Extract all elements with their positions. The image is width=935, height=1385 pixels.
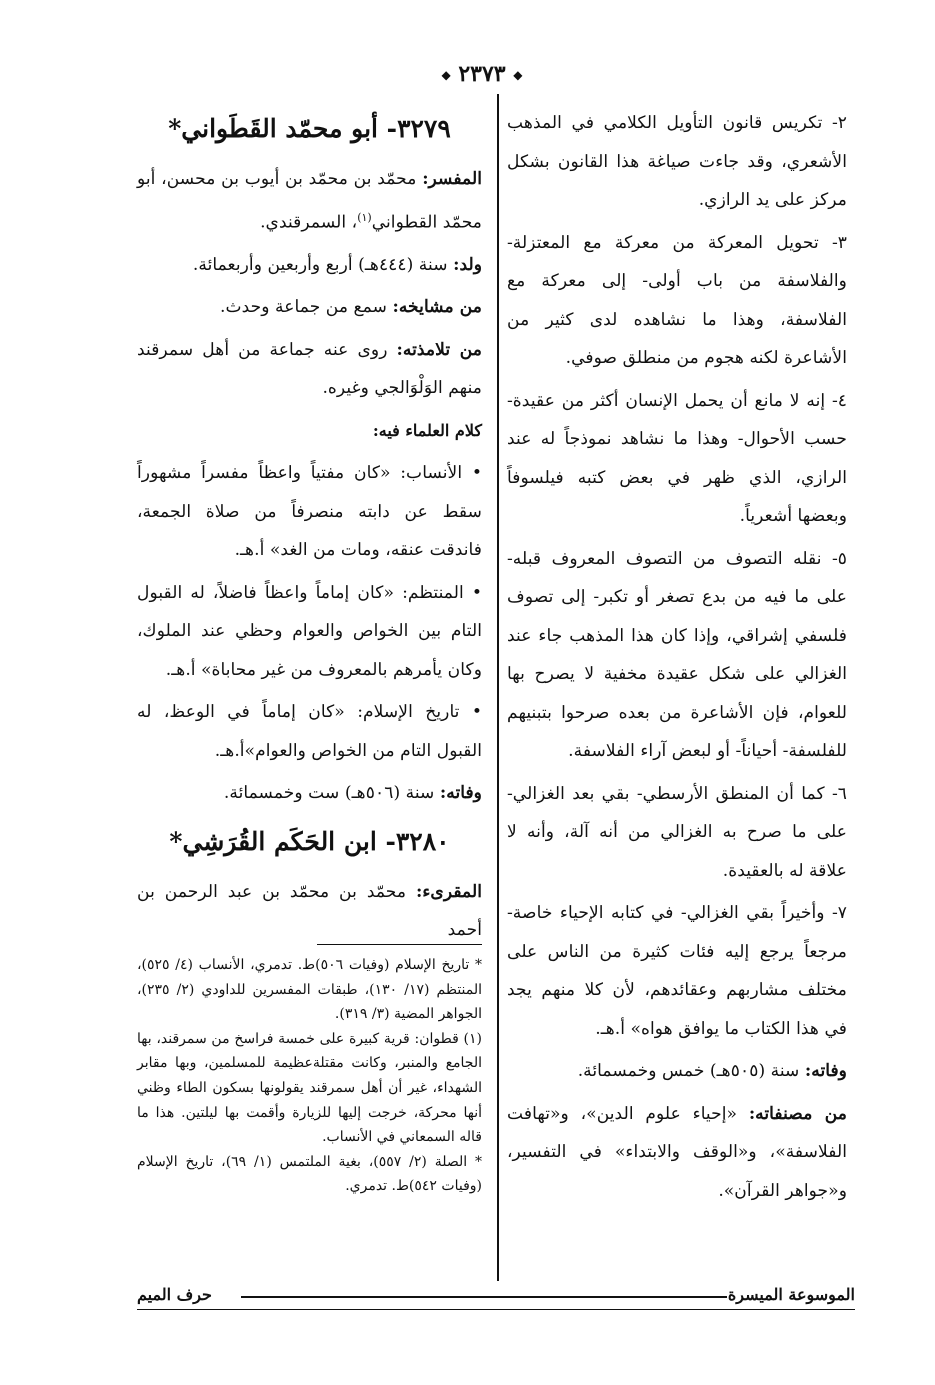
teachers-paragraph bbox=[137, 288, 482, 327]
ornament-left: ◆ bbox=[441, 68, 451, 82]
ornament-right: ◆ bbox=[513, 68, 523, 82]
students-text: روى عنه جماعة من أهل سمرقند منهم الوَلْوَالجي وغيره. bbox=[137, 339, 482, 399]
list-item: ٢- تكريس قانون التأويل الكلامي في المذهب الأشعري، وقد جاءت صياغة هذا القانون بشكل مركز على يد الرازي. bbox=[507, 113, 847, 210]
teachers-label: من مشايخه: bbox=[392, 297, 482, 318]
list-item: ٣- تحويل المعركة من معركة مع المعتزلة- والفلاسفة من باب أولى- إلى معركة مع الفلاسفة، وهذا ما نشاهده لدى كثير من الأشاعرة لكنه هجوم من منطلق صوفي. bbox=[507, 232, 847, 368]
quote-item: • المنتظم: «كان إماماً واعظاً فاضلاً، له القبول التام بين الخواص والعوام وحظي عند الملوك، وكان يأمرهم بالمعروف من غير محاباة» أ.هـ. bbox=[137, 582, 482, 680]
right-column bbox=[507, 104, 847, 1214]
death-label: وفاته: bbox=[804, 1061, 847, 1081]
field-label: المفسر: bbox=[422, 169, 482, 189]
scholars-heading: كلام العلماء فيه: bbox=[372, 420, 482, 440]
list-item: ٤- إنه لا مانع أن يحمل الإنسان أكثر من عقيدة- حسب الأحوال- وهذا ما نشاهد نموذجاً له عند الرازي، الذي ظهر في بعض كتبه فيلسوفاً وبعضها أشعرياً. bbox=[507, 390, 847, 526]
left-column bbox=[137, 104, 482, 954]
page-footer bbox=[137, 1283, 855, 1313]
field-text: محمّد بن محمّد بن عبد الرحمن بن أحمد bbox=[137, 881, 482, 941]
field-label: المقرىء: bbox=[415, 881, 482, 902]
works-label: من مصنفاته: bbox=[748, 1103, 847, 1124]
list-item: ٧- وأخيراً بقي الغزالي- في كتابه الإحياء خاصة- مرجعاً يرجع إليه فئات كثيرة من الناس على مختلف مشاربهم وعقائدهم، لأن كلا منهم يجد في هذا الكتاب ما يوافق هواه» أ.هـ. bbox=[507, 903, 847, 1039]
footnote: * الصلة (٢/ ٥٥٧)، بغية الملتمس (١/ ٦٩)، تاريخ الإسلام (وفيات ٥٤٢)ط. تدمري. bbox=[137, 1153, 482, 1195]
footnote-ref: (١) bbox=[357, 210, 372, 224]
teachers-text: سمع من جماعة وحدث. bbox=[220, 297, 388, 318]
field-paragraph bbox=[137, 160, 482, 242]
footer-underline bbox=[137, 1309, 855, 1310]
field-text: محمّد بن محمّد بن أيوب بن محسن، أبو محمّد القطواني bbox=[137, 169, 482, 233]
quote-item: • الأنساب: «كان مفتياً واعظاً مفسراً مشهوراً سقط عن دابته منصرفاً من صلاة الجمعة، فاندقت عنقه، ومات من الغد» أ.هـ. bbox=[137, 463, 482, 561]
list-item: ٥- نقله التصوف من التصوف المعروف قبله- على ما فيه من بدع تصغر أو تكبر- إلى تصوف فلسفي إشراقي، وإذا كان هذا المذهب جاء عند الغزالي على شكل عقيدة مخفية لا يصرح بها للعوام، فإن الأشاعرة من بعده صرحوا بتبنيهم للفلسفة- أحياناً- أو لبعض آراء الفلاسفة. bbox=[507, 548, 847, 761]
column-divider bbox=[497, 94, 499, 1281]
field-tail: ، السمرقندي. bbox=[260, 212, 358, 233]
section-title: حرف الميم bbox=[137, 1285, 212, 1304]
students-paragraph bbox=[137, 331, 482, 408]
footnote: (١) قطوان: قرية كبيرة على خمسة فراسخ من سمرقند، بها الجامع والمنبر، وكانت مقتلةعظيمة للمسلمين، وبها مقابر الشهداء، غير أن أهل سمرقند يقولونها بسكون الطاء وظني أنها محركة، خرجت إليها للزيارة وأقمت بها ليلتين. هذا ما قاله السمعاني في الأنساب. bbox=[137, 1030, 482, 1146]
entry-title: ٣٢٧٩- أبو محمّد القَطَواني* bbox=[168, 114, 451, 143]
death-label: وفاته: bbox=[439, 783, 482, 804]
footer-rule bbox=[241, 1296, 727, 1298]
death-paragraph bbox=[507, 1052, 847, 1091]
death-text: سنة (٥٠٥هـ) خمس وخمسمائة. bbox=[577, 1061, 800, 1081]
page-number-text: ٢٣٧٣ bbox=[458, 61, 506, 87]
born-text: سنة (٤٤٤هـ) أربع وأربعين وأربعمائة. bbox=[192, 254, 448, 275]
footnotes bbox=[137, 953, 482, 1199]
born-paragraph bbox=[137, 246, 482, 285]
works-text: «إحياء علوم الدين»، و«تهافت الفلاسفة»، و«الوقف والابتداء» في التفسير، و«جواهر القرآن». bbox=[507, 1103, 847, 1201]
page-number bbox=[437, 60, 527, 88]
death-text: سنة (٥٠٦هـ) ست وخمسمائة. bbox=[223, 783, 435, 804]
footnote-rule bbox=[317, 944, 482, 945]
book-title: الموسوعة الميسرة bbox=[727, 1285, 855, 1304]
field-paragraph bbox=[137, 873, 482, 950]
list-item: ٦- كما أن المنطق الأرسطي- بقي بعد الغزالي- على ما صرح به الغزالي من أنه آلة، وأنه لا علاقة له بالعقيدة. bbox=[507, 783, 847, 881]
footnote: * تاريخ الإسلام (وفيات ٥٠٦)ط. تدمري، الأنساب (٤/ ٥٢٥)، المنتظم (١٧/ ١٣٠)، طبقات المفسرين للداودي (٢/ ٢٣٥)، الجواهر المضية (٣/ ٣١٩). bbox=[137, 957, 483, 1023]
students-label: من تلامذته: bbox=[396, 339, 482, 360]
works-paragraph bbox=[507, 1095, 847, 1211]
entry-title: ٣٢٨٠- ابن الحَكَم القُرَشِي* bbox=[169, 826, 450, 856]
death-paragraph bbox=[137, 774, 482, 813]
born-label: ولد: bbox=[453, 254, 482, 275]
quote-item: • تاريخ الإسلام: «كان إماماً في الوعظ، له القبول التام من الخواص والعوام»أ.هـ. bbox=[137, 702, 482, 761]
